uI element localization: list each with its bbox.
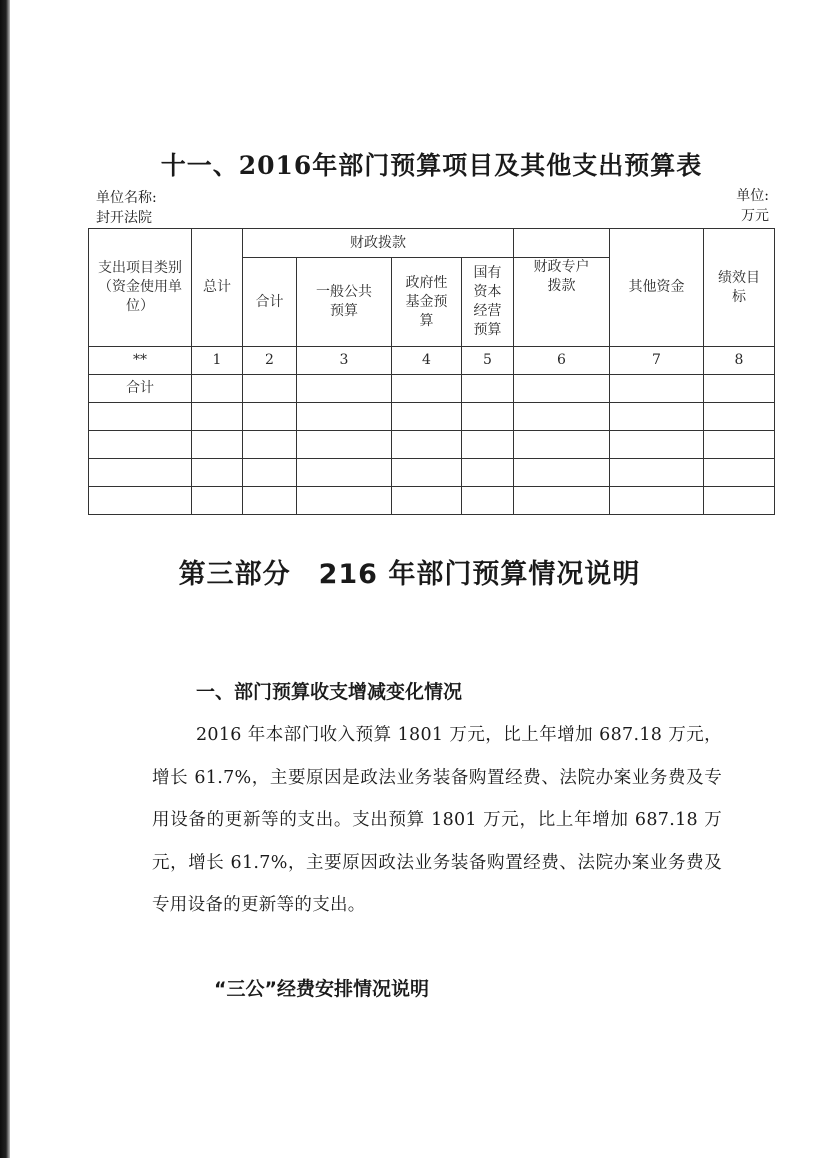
empty-row	[89, 403, 775, 431]
table-cell	[243, 403, 297, 431]
table-cell	[514, 375, 610, 403]
table-cell	[297, 375, 392, 403]
table-cell	[392, 375, 462, 403]
subsection-title-three-public: “三公”经费安排情况说明	[214, 978, 429, 1000]
table-cell	[192, 403, 243, 431]
table-cell	[610, 487, 704, 515]
table-cell	[610, 403, 704, 431]
total-row	[89, 375, 775, 403]
table-cell	[192, 459, 243, 487]
table-cell	[89, 403, 192, 431]
header-fiscal-group: 财政拨款	[243, 229, 514, 258]
header-category: 支出项目类别（资金使用单位）	[89, 229, 192, 347]
header-gov-fund: 政府性基金预算	[392, 258, 462, 347]
table-cell	[704, 375, 775, 403]
empty-row	[89, 431, 775, 459]
table-cell	[514, 487, 610, 515]
total-label: 合计	[89, 375, 192, 403]
table-cell	[704, 431, 775, 459]
header-row-1	[89, 229, 775, 258]
table-cell	[192, 487, 243, 515]
table-cell	[192, 375, 243, 403]
index-cell: 3	[297, 347, 392, 375]
table-cell	[462, 487, 514, 515]
section-title: 第三部分 216 年部门预算情况说明	[178, 559, 641, 590]
table-cell	[243, 375, 297, 403]
header-general: 一般公共预算	[297, 258, 392, 347]
table-cell	[89, 431, 192, 459]
header-other: 其他资金	[610, 229, 704, 347]
table-cell	[297, 487, 392, 515]
index-cell: 6	[514, 347, 610, 375]
header-state-capital: 国有资本经营预算	[462, 258, 514, 347]
header-fiscal-sum: 合计	[243, 258, 297, 347]
table-cell	[392, 403, 462, 431]
header-special: 财政专户拨款	[514, 258, 610, 347]
table-cell	[462, 431, 514, 459]
paragraph-budget-changes: 2016 年本部门收入预算 1801 万元，比上年增加 687.18 万元，增长 61.7%，主要原因是政法业务装备购置经费、法院办案业务费及专用设备的更新等的支出。支出预算 1801 万元，比上年增加 687.18 万元，增长 61.7%，主要原因政法业务装备购置经费、法院办案业务费及专用设备的更新等的支出。	[152, 725, 722, 916]
table-cell	[297, 431, 392, 459]
table-cell	[704, 459, 775, 487]
table-cell	[297, 459, 392, 487]
index-cell: **	[89, 347, 192, 375]
header-performance: 绩效目标	[704, 229, 775, 347]
table-cell	[392, 487, 462, 515]
header-special-top	[514, 229, 610, 258]
table-cell	[89, 487, 192, 515]
table-title: 十一、2016年部门预算项目及其他支出预算表	[160, 151, 703, 180]
table-cell	[243, 431, 297, 459]
budget-table	[88, 228, 775, 515]
index-row	[89, 347, 775, 375]
table-cell	[610, 375, 704, 403]
table-cell	[462, 403, 514, 431]
table-cell	[192, 431, 243, 459]
table-cell	[610, 459, 704, 487]
table-cell	[462, 459, 514, 487]
empty-row	[89, 487, 775, 515]
index-cell: 7	[610, 347, 704, 375]
unit-block	[736, 186, 769, 226]
index-cell: 2	[243, 347, 297, 375]
table-cell	[297, 403, 392, 431]
table-cell	[392, 431, 462, 459]
table-cell	[89, 459, 192, 487]
subsection-title-changes: 一、部门预算收支增减变化情况	[196, 681, 463, 703]
index-cell: 1	[192, 347, 243, 375]
table-cell	[392, 459, 462, 487]
unit-value: 万元	[741, 208, 769, 224]
index-cell: 4	[392, 347, 462, 375]
table-cell	[610, 431, 704, 459]
unit-name-block	[96, 188, 157, 228]
table-cell	[243, 487, 297, 515]
table-cell	[243, 459, 297, 487]
unit-label: 单位:	[736, 188, 769, 204]
empty-row	[89, 459, 775, 487]
index-cell: 5	[462, 347, 514, 375]
unit-name-value: 封开法院	[96, 210, 152, 226]
unit-name-label: 单位名称:	[96, 190, 157, 206]
table-cell	[514, 431, 610, 459]
table-cell	[514, 459, 610, 487]
table-cell	[704, 403, 775, 431]
table-cell	[514, 403, 610, 431]
index-cell: 8	[704, 347, 775, 375]
table-cell	[704, 487, 775, 515]
header-total: 总计	[192, 229, 243, 347]
table-cell	[462, 375, 514, 403]
